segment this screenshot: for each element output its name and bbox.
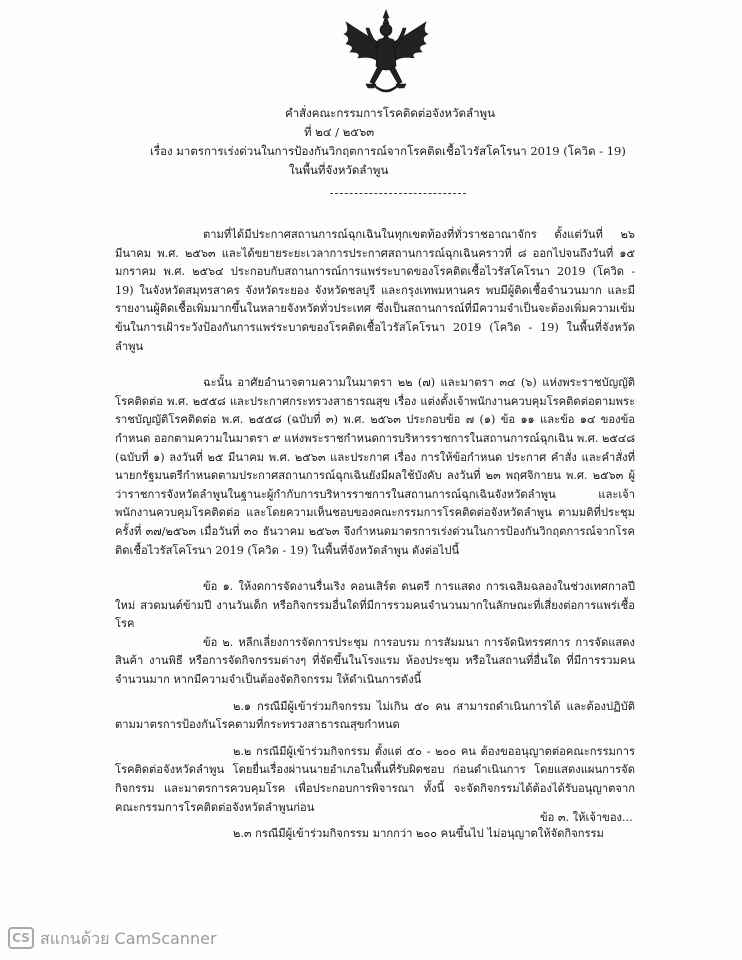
garuda-emblem-icon (336, 8, 436, 100)
issuer-title: คำสั่งคณะกรรมการโรคติดต่อจังหวัดลำพูน (285, 106, 495, 120)
scanner-watermark (0, 922, 742, 960)
paragraph-clause-1: ข้อ ๑. ให้งดการจัดงานรื่นเริง คอนเสิร์ต ดนตรี การแสดง การเฉลิมฉลองในช่วงเทศกาลปีใหม่ สวดมนต์ข้ามปี งานวันเด็ก หรือกิจกรรมอื่นใดที่มีการรวมคนจำนวนมากในลักษณะที่เสี่ยงต่อการแพร่เชื้อโรค (115, 580, 635, 631)
paragraph-authority: ฉะนั้น อาศัยอำนาจตามความในมาตรา ๒๒ (๗) และมาตรา ๓๔ (๖) แห่งพระราชบัญญัติโรคติดต่อ พ.ศ. ๒๕๕๘ และประกาศกระทรวงสาธารณสุข เรื่อง แต่งตั้งเจ้าพนักงานควบคุมโรคติดต่อตามพระราชบัญญัติโรคติดต่อ พ.ศ. ๒๕๕๘ (ฉบับที่ ๓) พ.ศ. ๒๕๖๓ ประกอบข้อ ๗ (๑) ข้อ ๑๑ และข้อ ๑๔ ของข้อกำหนด ออกตามความในมาตรา ๙ แห่งพระราชกำหนดการบริหารราชการในสถานการณ์ฉุกเฉิน พ.ศ. ๒๕๔๘ (ฉบับที่ ๑) ลงวันที่ ๒๕ มีนาคม พ.ศ. ๒๕๖๓ และประกาศ เรื่อง การให้ข้อกำหนด ประกาศ คำสั่ง และคำสั่งที่นายกรัฐมนตรีกำหนดตามประกาศสถานการณ์ฉุกเฉินยังมีผลใช้บังคับ ลงวันที่ ๒๓ พฤศจิกายน พ.ศ. ๒๕๖๓ ผู้ว่าราชการจังหวัดลำพูนในฐานะผู้กำกับการบริหารราชการในสถานการณ์ฉุกเฉินจังหวัดลำพูน และเจ้าพนักงานควบคุมโรคติดต่อ และโดยความเห็นชอบของคณะกรรมการโรคติดต่อจังหวัดลำพูน ตามมติที่ประชุมครั้งที่ ๓๗/๒๕๖๓ เมื่อวันที่ ๓๐ ธันวาคม ๒๕๖๓ จึงกำหนดมาตรการเร่งด่วนในการป้องกันวิกฤตการณ์จากโรคติดเชื้อไวรัสโคโรนา 2019 (โควิด - 19) ในพื้นที่จังหวัดลำพูน ดังต่อไปนี้ (115, 376, 635, 557)
header-divider (330, 193, 466, 194)
scanner-label: สแกนด้วย CamScanner (40, 929, 217, 948)
paragraph-clause-2-1: ๒.๑ กรณีมีผู้เข้าร่วมกิจกรรม ไม่เกิน ๕๐ คน สามารถดำเนินการได้ และต้องปฏิบัติตามมาตรการป้องกันโรคตามที่กระทรวงสาธารณสุขกำหนด (115, 699, 635, 732)
camscanner-logo-icon: CS (8, 927, 34, 949)
order-area: ในพื้นที่จังหวัดลำพูน (289, 163, 389, 177)
paragraph-clause-2-2: ๒.๒ กรณีมีผู้เข้าร่วมกิจกรรม ตั้งแต่ ๕๐ - ๒๐๐ คน ต้องขออนุญาตต่อคณะกรรมการโรคติดต่อจังหวัดลำพูน โดยยื่นเรื่องผ่านนายอำเภอในพื้นที่รับผิดชอบ ก่อนดำเนินการ โดยแสดงแผนการจัดกิจกรรม และมาตรการควบคุมโรค เพื่อประกอบการพิจารณา ทั้งนี้ จะจัดกิจกรรมได้ต้องได้รับอนุญาตจากคณะกรรมการโรคติดต่อจังหวัดลำพูนก่อน (115, 744, 635, 814)
paragraph-clause-2-3: ๒.๓ กรณีมีผู้เข้าร่วมกิจกรรม มากกว่า ๒๐๐ คนขึ้นไป ไม่อนุญาตให้จัดกิจกรรม (233, 827, 604, 841)
order-number: ที่ ๒๔ / ๒๕๖๓ (304, 125, 375, 139)
order-body (115, 226, 635, 844)
paragraph-background: ตามที่ได้มีประกาศสถานการณ์ฉุกเฉินในทุกเขตท้องที่ทั่วราชอาณาจักร ตั้งแต่วันที่ ๒๖ มีนาคม พ.ศ. ๒๕๖๓ และได้ขยายระยะเวลาการประกาศสถานการณ์ฉุกเฉินคราวที่ ๘ ออกไปจนถึงวันที่ ๑๕ มกราคม พ.ศ. ๒๕๖๔ ประกอบกับสถานการณ์การแพร่ระบาดของโรคติดเชื้อไวรัสโคโรนา 2019 (โควิด - 19) ในจังหวัดสมุทรสาคร จังหวัดระยอง จังหวัดชลบุรี และกรุงเทพมหานคร พบมีผู้ติดเชื้อจำนวนมาก และมีรายงานผู้ติดเชื้อเพิ่มมากขึ้นในหลายจังหวัดทั่วประเทศ ซึ่งเป็นสถานการณ์ที่มีความจำเป็นจะต้องเพิ่มความเข้มข้นในการเฝ้าระวังป้องกันการแพร่ระบาดของโรคติดเชื้อไวรัสโคโรนา 2019 (โควิด - 19) ในพื้นที่จังหวัดลำพูน (115, 228, 635, 353)
paragraph-clause-2: ข้อ ๒. หลีกเลี่ยงการจัดการประชุม การอบรม การสัมมนา การจัดนิทรรศการ การจัดแสดงสินค้า งานพิธี หรือการจัดกิจกรรมต่างๆ ที่จัดขึ้นในโรงแรม ห้องประชุม หรือในสถานที่อื่นใด ที่มีการรวมคนจำนวนมาก หากมีความจำเป็นต้องจัดกิจกรรม ให้ดำเนินการดังนี้ (115, 635, 635, 687)
continuation-text: ข้อ ๓. ให้เจ้าของ... (540, 811, 633, 824)
order-subject: เรื่อง มาตรการเร่งด่วนในการป้องกันวิกฤตการณ์จากโรคติดเชื้อไวรัสโคโรนา 2019 (โควิด - 19) (150, 144, 626, 158)
